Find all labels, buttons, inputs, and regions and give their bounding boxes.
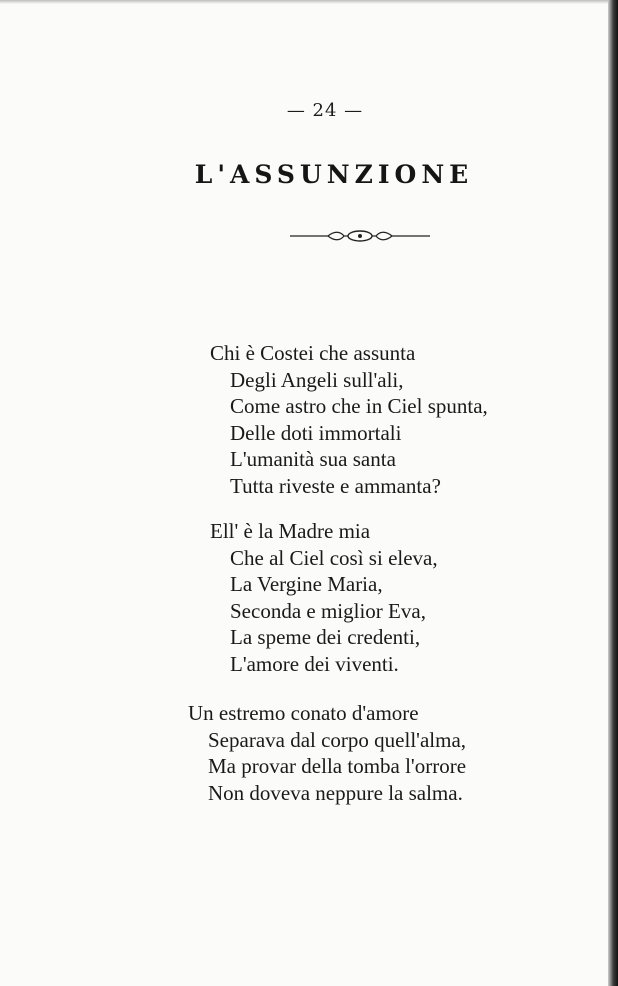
verse-line: Che al Ciel così si eleva, xyxy=(230,545,438,570)
verse-line: L'umanità sua santa xyxy=(230,447,396,471)
stanza-2 xyxy=(210,518,438,677)
scroll-flourish-icon xyxy=(290,228,430,244)
poem-title: L'ASSUNZIONE xyxy=(194,160,474,189)
verse-line: Separava dal corpo quell'alma, xyxy=(208,727,467,752)
verse-line: Non doveva neppure la salma. xyxy=(208,780,463,805)
verse-line: Come astro che in Ciel spunta, xyxy=(230,394,488,418)
verse-line: L'amore dei viventi. xyxy=(230,651,399,676)
verse-line: Delle doti immortali xyxy=(230,420,402,445)
book-spine-shadow xyxy=(608,0,618,986)
verse-line: Chi è Costei che assunta xyxy=(210,341,416,365)
verse-line: Degli Angeli sull'ali, xyxy=(230,367,404,392)
verse-line: Tutta riveste e ammanta? xyxy=(230,473,441,498)
verse-line: La Vergine Maria, xyxy=(230,572,383,596)
stanza-1 xyxy=(210,340,488,499)
page-number: — 24 — xyxy=(286,100,364,121)
verse-line: Un estremo conato d'amore xyxy=(188,701,419,725)
verse-line: Seconda e miglior Eva, xyxy=(230,598,426,623)
verse-line: La speme dei credenti, xyxy=(230,625,421,649)
verse-line: Ell' è la Madre mia xyxy=(210,519,371,543)
verse-line: Ma provar della tomba l'orrore xyxy=(208,754,467,778)
page-top-shade xyxy=(0,0,618,4)
stanza-3 xyxy=(188,700,466,806)
